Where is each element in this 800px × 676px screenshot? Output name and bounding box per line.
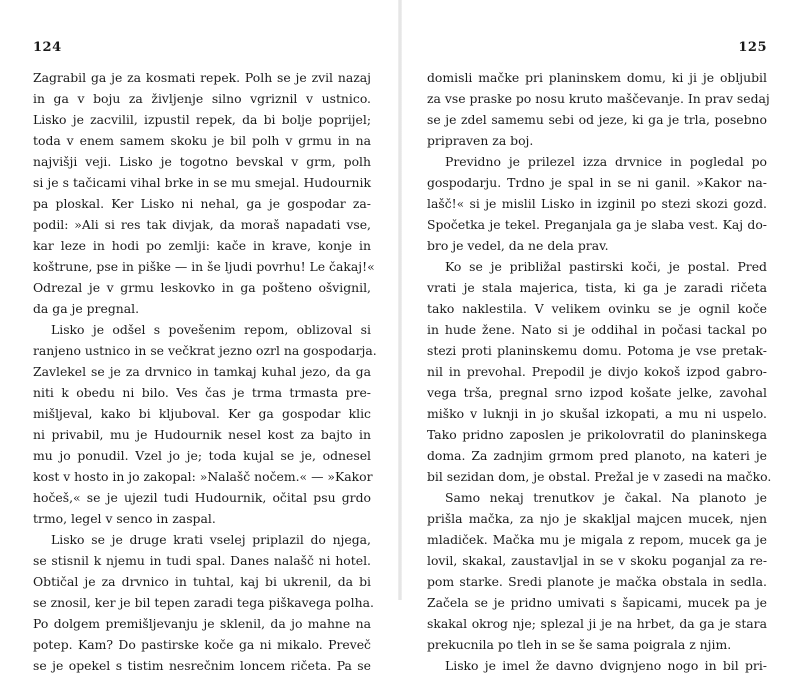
text-line: bro je vedel, da ne dela prav.: [427, 238, 609, 253]
text-line: ranjeno ustnico in se večkrat jezno ozrl na gospodarja.: [33, 343, 377, 358]
text-line: prekucnila po tleh in se še sama poigrala z njim.: [427, 637, 732, 652]
text-line: Zagrabil ga je za kosmati repek. Polh se je zvil nazaj: [33, 70, 371, 85]
text-line: pom starke. Sredi planote je mačka obstala in sedla.: [427, 574, 767, 589]
text-line: nil in prevohal. Prepodil je divjo kokoš izpod gabro-: [427, 364, 767, 379]
text-line: hočeš,« se je ujezil tudi Hudournik, očital psu grdo: [33, 490, 371, 505]
text-line: Začela se je pridno umivati s šapicami, mucek pa je: [427, 595, 767, 610]
text-line: Spočetka je tekel. Preganjala ga je slaba vest. Kaj do-: [427, 217, 767, 232]
text-line: toda v enem samem skoku je bil polh v grmu in na: [33, 133, 371, 148]
text-line: miško v luknji in jo skušal izkopati, a mu ni uspelo.: [427, 406, 767, 421]
text-line: Lisko je zacvilil, izpustil repek, da bi bolje poprijel;: [33, 112, 371, 127]
text-line: mu jo ponudil. Vzel jo je; toda kujal se je, odnesel: [33, 448, 371, 463]
text-line: kost v hosto in jo zakopal: »Nalašč nočem.« — »Kakor: [33, 469, 373, 484]
text-line: Po dolgem premišljevanju je sklenil, da jo mahne na: [33, 616, 371, 631]
text-line: skakal okrog nje; splezal ji je na hrbet, da ga je stara: [427, 616, 767, 631]
text-line: pripraven za boj.: [427, 133, 534, 148]
text-line: Samo nekaj trenutkov je čakal. Na planoto je: [445, 490, 767, 505]
text-line: za vse praske po nosu kruto maščevanje. In prav sedaj: [427, 91, 770, 106]
text-line: koštrune, pse in piške — in še ljudi povrhu! Le čakaj!«: [33, 259, 375, 274]
text-line: bil sezidan dom, je obstal. Prežal je v zasedi na mačko.: [427, 469, 772, 484]
text-line: najvišji veji. Lisko je togotno bevskal v grm, polh: [33, 154, 371, 169]
text-line: niti k obedu ni bilo. Ves čas je trma trmasta pre-: [33, 385, 371, 400]
page-text: [427, 67, 772, 676]
text-line: tako naklestila. V velikem ovinku se je ognil koče: [427, 301, 767, 316]
text-line: pa ploskal. Ker Lisko ni nehal, ga je gospodar za-: [33, 196, 371, 211]
text-line: Tako pridno zaposlen je prikolovratil do planinskega: [427, 427, 767, 442]
text-line: da ga je pregnal.: [33, 301, 140, 316]
text-line: Lisko se je druge krati vselej priplazil do njega,: [51, 532, 371, 547]
text-line: Obtičal je za drvnico in tuhtal, kaj bi ukrenil, da bi: [33, 574, 371, 589]
text-line: Zavlekel se je za drvnico in tamkaj kuhal jezo, da ga: [33, 364, 371, 379]
text-line: prišla mačka, za njo je skakljal majcen mucek, njen: [427, 511, 767, 526]
text-line: Lisko je imel že davno dvignjeno nogo in bil pri-: [445, 658, 767, 673]
text-line: vrati je stala majerica, tista, ki ga je zaradi ričeta: [427, 280, 767, 295]
text-line: vega trša, pregnal srno izpod košate jelke, zavohal: [427, 385, 767, 400]
text-line: mladiček. Mačka mu je migala z repom, mucek ga je: [427, 532, 767, 547]
text-line: kar leze in hodi po zemlji: kače in krave, konje in: [33, 238, 371, 253]
text-line: Previdno je prilezel izza drvnice in pogledal po: [445, 154, 767, 169]
right-page: [400, 0, 800, 673]
text-line: Ko se je približal pastirski koči, je postal. Pred: [445, 259, 767, 274]
page-number: 124: [33, 40, 62, 55]
text-line: se znosil, ker je bil tepen zaradi tega piškavega polha.: [33, 595, 374, 610]
text-line: in hude žene. Nato si je oddihal in počasi tackal po: [427, 322, 767, 337]
text-line: domisli mačke pri planinskem domu, ki ji je obljubil: [427, 70, 767, 85]
text-line: mišljeval, kako bi kljuboval. Ker ga gospodar klic: [33, 406, 371, 421]
text-line: se je opekel s tistim nesrečnim loncem ričeta. Pa se: [33, 658, 371, 673]
text-line: potep. Kam? Do pastirske koče ga ni mikalo. Preveč: [33, 637, 371, 652]
text-line: doma. Za zadnjim grmom pred planoto, na kateri je: [427, 448, 767, 463]
text-line: trmo, legel v senco in zaspal.: [33, 511, 216, 526]
text-line: stezi proti planinskemu domu. Potoma je vse pretak-: [427, 343, 767, 358]
text-line: se stisnil k njemu in tudi spal. Danes nalašč ni hotel.: [33, 553, 371, 568]
text-line: lašč!« si je mislil Lisko in izginil po stezi skozi gozd.: [427, 196, 767, 211]
text-line: gospodarju. Trdno je spal in se ni ganil. »Kakor na-: [427, 175, 767, 190]
text-line: lovil, skakal, zaustavljal in se v skoku poganjal za re-: [427, 553, 767, 568]
text-line: Lisko je odšel s povešenim repom, oblizoval si: [51, 322, 371, 337]
text-line: se je zdel samemu sebi od jeze, ki ga je trla, posebno: [427, 112, 767, 127]
text-line: Odrezal je v grmu leskovko in ga pošteno ošvignil,: [33, 280, 371, 295]
left-page: [0, 0, 400, 673]
text-line: in ga v boju za življenje silno vgriznil v ustnico.: [33, 91, 371, 106]
text-line: podil: »Ali si res tak divjak, da moraš napadati vse,: [33, 217, 371, 232]
page-number: 125: [738, 40, 767, 55]
text-line: si je s tačicami vihal brke in se mu smejal. Hudournik: [33, 175, 371, 190]
page-text: [33, 67, 377, 676]
text-line: ni privabil, mu je Hudournik nesel kost za bajto in: [33, 427, 371, 442]
